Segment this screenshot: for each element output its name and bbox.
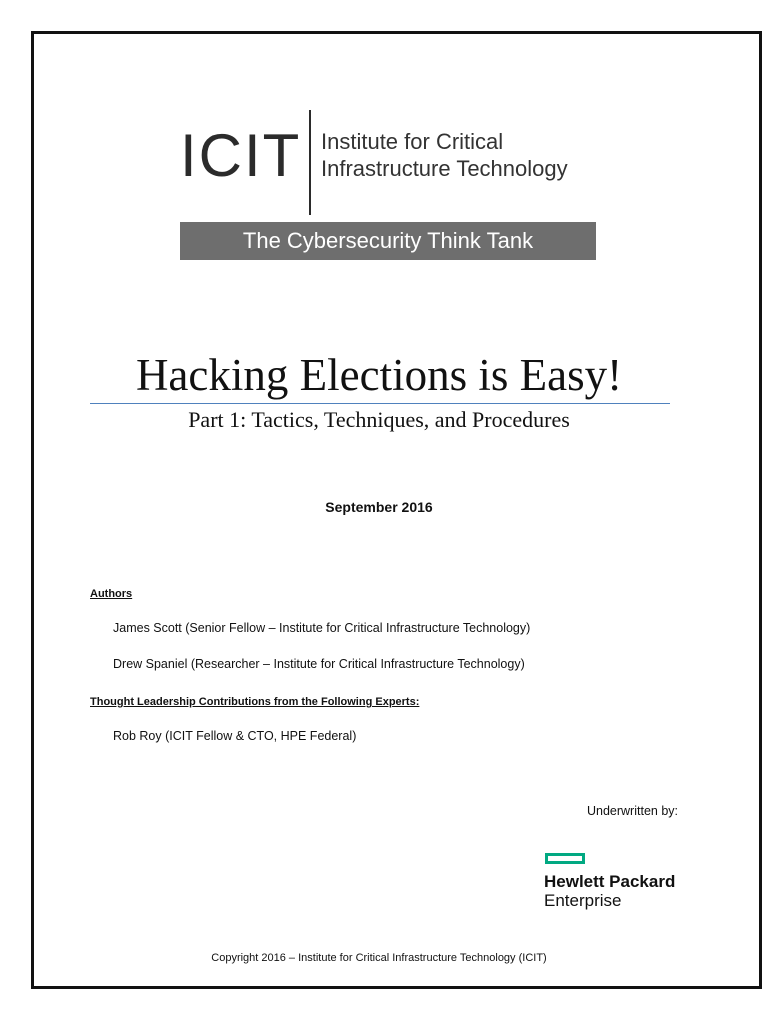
icit-logo-name-line2: Infrastructure Technology	[321, 156, 568, 181]
contributors-heading: Thought Leadership Contributions from the Following Experts:	[90, 696, 420, 708]
icit-logo-tagline: The Cybersecurity Think Tank	[180, 222, 596, 260]
icit-logo-name	[321, 128, 568, 182]
hpe-logo	[540, 850, 685, 915]
hpe-element-icon	[545, 853, 585, 864]
authors-heading: Authors	[90, 588, 133, 600]
author-item: Drew Spaniel (Researcher – Institute for Critical Infrastructure Technology)	[113, 657, 525, 671]
underwritten-label: Underwritten by:	[586, 804, 678, 818]
icit-logo-divider	[309, 110, 311, 215]
document-subtitle: Part 1: Tactics, Techniques, and Procedures	[188, 407, 570, 432]
copyright-footer: Copyright 2016 – Institute for Critical Infrastructure Technology (ICIT)	[211, 952, 547, 964]
document-title: Hacking Elections is Easy!	[135, 350, 623, 400]
icit-logo	[175, 108, 605, 268]
title-rule	[90, 403, 670, 404]
icit-logo-acronym: ICIT	[180, 122, 302, 189]
contributor-item: Rob Roy (ICIT Fellow & CTO, HPE Federal)	[113, 729, 357, 743]
hpe-logo-line2: Enterprise	[544, 891, 622, 910]
document-date: September 2016	[325, 499, 433, 515]
author-item: James Scott (Senior Fellow – Institute for Critical Infrastructure Technology)	[113, 621, 531, 635]
hpe-logo-line1: Hewlett Packard	[544, 872, 676, 891]
icit-logo-name-line1: Institute for Critical	[321, 129, 504, 154]
